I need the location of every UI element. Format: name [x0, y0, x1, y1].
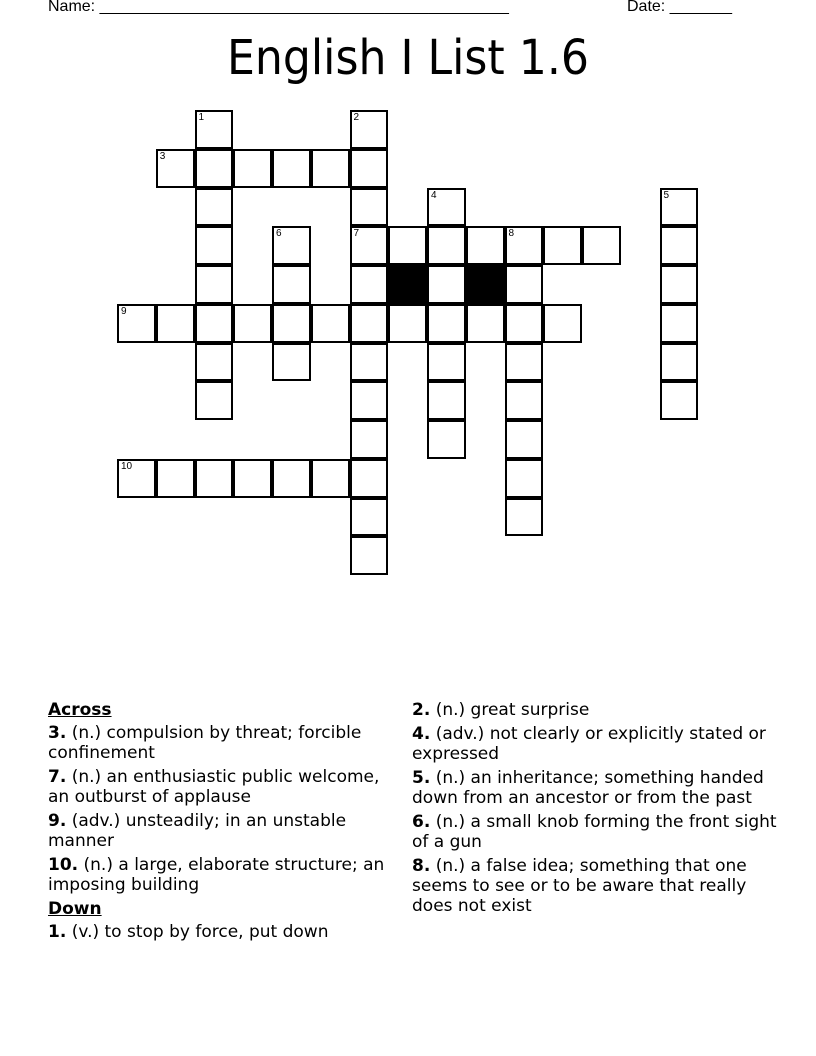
- clue-text: (n.) a false idea; something that one seems to see or to be aware that really does not exist: [412, 856, 747, 916]
- grid-cell[interactable]: [350, 498, 389, 537]
- grid-cell[interactable]: [311, 149, 350, 188]
- grid-cell[interactable]: [660, 188, 699, 227]
- grid-cell[interactable]: [505, 498, 544, 537]
- cell-number: 1: [198, 112, 205, 123]
- grid-cell[interactable]: [350, 343, 389, 382]
- clues-right-column: [412, 700, 782, 920]
- grid-cell[interactable]: [350, 420, 389, 459]
- cell-number: 10: [121, 460, 133, 472]
- grid-cell[interactable]: [427, 304, 466, 343]
- grid-cell[interactable]: [233, 304, 272, 343]
- grid-cell[interactable]: [233, 459, 272, 498]
- cell-number: 6: [276, 228, 282, 240]
- grid-cell[interactable]: [350, 381, 389, 420]
- clue-number: 1.: [48, 922, 67, 942]
- date-field[interactable]: Date: _______: [627, 0, 732, 15]
- cell-number: 7: [353, 228, 360, 240]
- clue-number: 7.: [48, 767, 67, 787]
- grid-cell[interactable]: [350, 149, 389, 188]
- grid-cell[interactable]: [505, 420, 544, 459]
- clue-text: (adv.) unsteadily; in an unstable manner: [48, 811, 347, 851]
- grid-cell[interactable]: [505, 343, 544, 382]
- clue-text: (n.) an inheritance; something handed down from an ancestor or from the past: [412, 768, 764, 808]
- clue-down-8: [412, 856, 782, 916]
- cell-number: 3: [159, 150, 166, 162]
- grid-cell[interactable]: [505, 265, 544, 304]
- clue-number: 5.: [412, 768, 431, 788]
- black-cell: [466, 265, 505, 304]
- grid-cell[interactable]: [427, 188, 466, 227]
- across-heading: Across: [48, 700, 112, 720]
- grid-cell[interactable]: [466, 304, 505, 343]
- grid-cell[interactable]: [195, 188, 234, 227]
- clue-number: 3.: [48, 723, 67, 743]
- page-title: English I List 1.6: [226, 30, 590, 86]
- grid-cell[interactable]: [272, 149, 311, 188]
- grid-cell[interactable]: [660, 265, 699, 304]
- grid-cell[interactable]: [272, 265, 311, 304]
- cell-number: 9: [121, 305, 127, 317]
- grid-cell[interactable]: [427, 420, 466, 459]
- grid-cell[interactable]: [660, 343, 699, 382]
- clue-number: 6.: [412, 812, 431, 832]
- clue-text: (n.) great surprise: [430, 700, 590, 720]
- cell-number: 8: [508, 228, 515, 240]
- grid-cell[interactable]: [195, 110, 234, 149]
- grid-cell[interactable]: [195, 226, 234, 265]
- clue-text: (adv.) not clearly or explicitly stated or expressed: [412, 724, 766, 764]
- grid-cell[interactable]: [427, 381, 466, 420]
- clue-down-6: [412, 812, 782, 852]
- cell-number: 4: [431, 189, 437, 201]
- grid-cell[interactable]: [350, 265, 389, 304]
- grid-cell[interactable]: [272, 459, 311, 498]
- grid-cell[interactable]: [427, 226, 466, 265]
- grid-cell[interactable]: [505, 459, 544, 498]
- grid-cell[interactable]: [543, 226, 582, 265]
- clue-text: (n.) compulsion by threat; forcible confinement: [48, 723, 362, 763]
- grid-cell[interactable]: [660, 381, 699, 420]
- clue-text: (n.) an enthusiastic public welcome, an outburst of applause: [48, 767, 380, 807]
- grid-cell[interactable]: [272, 304, 311, 343]
- grid-cell[interactable]: [660, 226, 699, 265]
- clue-text: (v.) to stop by force, put down: [66, 922, 329, 942]
- clue-number: 8.: [412, 856, 431, 876]
- grid-cell[interactable]: [195, 265, 234, 304]
- clue-across-7: [48, 767, 393, 807]
- grid-cell[interactable]: [388, 226, 427, 265]
- clue-down-1: [48, 922, 393, 942]
- clue-text: (n.) a small knob forming the front sight of a gun: [412, 812, 777, 852]
- clue-down-4: [412, 724, 782, 764]
- grid-cell[interactable]: [350, 226, 389, 265]
- grid-cell[interactable]: [427, 343, 466, 382]
- grid-cell[interactable]: [311, 459, 350, 498]
- grid-cell[interactable]: [233, 149, 272, 188]
- cell-number: 5: [663, 189, 670, 201]
- clue-number: 2.: [412, 700, 431, 720]
- grid-cell[interactable]: [195, 459, 234, 498]
- grid-cell[interactable]: [156, 304, 195, 343]
- clue-number: 10.: [48, 855, 79, 875]
- grid-cell[interactable]: [543, 304, 582, 343]
- grid-cell[interactable]: [350, 304, 389, 343]
- grid-cell[interactable]: [272, 343, 311, 382]
- clue-number: 4.: [412, 724, 431, 744]
- grid-cell[interactable]: [350, 536, 389, 575]
- grid-cell[interactable]: [505, 226, 544, 265]
- grid-cell[interactable]: [272, 226, 311, 265]
- grid-cell[interactable]: [311, 304, 350, 343]
- clue-down-5: [412, 768, 782, 808]
- grid-cell[interactable]: [195, 304, 234, 343]
- cell-number: 2: [353, 112, 360, 123]
- grid-cell[interactable]: [505, 381, 544, 420]
- down-heading: Down: [48, 899, 102, 919]
- name-field[interactable]: Name: ______________________________________________: [48, 0, 509, 15]
- grid-cell[interactable]: [195, 343, 234, 382]
- grid-cell[interactable]: [350, 110, 389, 149]
- grid-cell[interactable]: [350, 188, 389, 227]
- clue-across-3: [48, 723, 393, 763]
- grid-cell[interactable]: [505, 304, 544, 343]
- grid-cell[interactable]: [117, 304, 156, 343]
- clue-across-9: [48, 811, 393, 851]
- clues-left-column: [48, 700, 393, 946]
- clue-down-2: [412, 700, 782, 720]
- grid-cell[interactable]: [195, 381, 234, 420]
- grid-cell[interactable]: [466, 226, 505, 265]
- grid-cell[interactable]: [660, 304, 699, 343]
- grid-cell[interactable]: [195, 149, 234, 188]
- black-cell: [388, 265, 427, 304]
- grid-cell[interactable]: [350, 459, 389, 498]
- clue-across-10: [48, 855, 393, 895]
- grid-cell[interactable]: [388, 304, 427, 343]
- grid-cell[interactable]: [427, 265, 466, 304]
- clue-number: 9.: [48, 811, 67, 831]
- grid-cell[interactable]: [156, 459, 195, 498]
- clue-text: (n.) a large, elaborate structure; an imposing building: [48, 855, 385, 895]
- grid-cell[interactable]: [156, 149, 195, 188]
- grid-cell[interactable]: [117, 459, 156, 498]
- grid-cell[interactable]: [582, 226, 621, 265]
